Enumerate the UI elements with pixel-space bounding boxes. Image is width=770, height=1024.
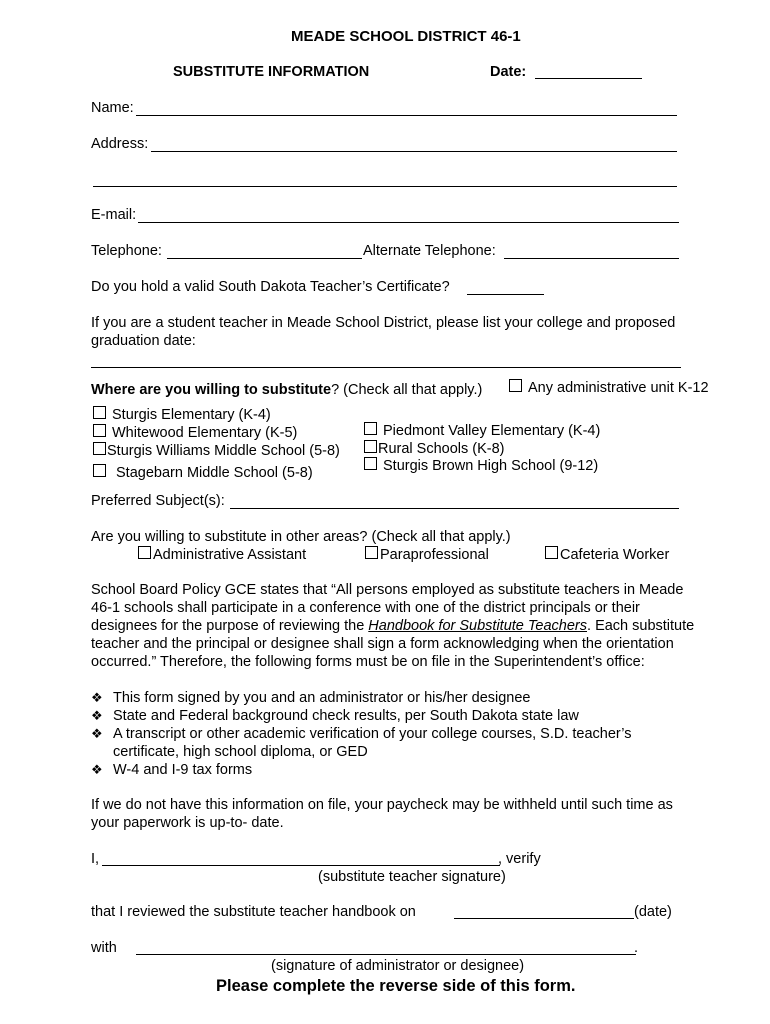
substitute-signature-field[interactable] <box>102 865 500 866</box>
email-label: E-mail: <box>91 207 137 223</box>
policy-line2: 46-1 schools shall participate in a conference with one of the district principals or their <box>91 600 640 616</box>
reverse-side-notice: Please complete the reverse side of this form. <box>216 977 576 995</box>
warning-line2: your paperwork is up-to- date. <box>91 815 284 831</box>
name-label: Name: <box>91 100 134 116</box>
date-caption: (date) <box>634 904 672 920</box>
substitute-location-question-rest: ? (Check all that apply.) <box>331 382 483 398</box>
paraprofessional-label: Paraprofessional <box>380 547 489 563</box>
sturgis-brown-checkbox[interactable] <box>364 457 377 470</box>
sturgis-elementary-label: Sturgis Elementary (K-4) <box>112 407 271 423</box>
list-item-text: A transcript or other academic verification of your college courses, S.D. teacher’s <box>113 726 632 742</box>
stagebarn-checkbox[interactable] <box>93 464 106 477</box>
sturgis-brown-label: Sturgis Brown High School (9-12) <box>383 458 599 474</box>
alt-telephone-field[interactable] <box>504 258 679 259</box>
policy-line3 <box>91 618 694 635</box>
preferred-subjects-field[interactable] <box>230 508 679 509</box>
cafeteria-worker-checkbox[interactable] <box>545 546 558 559</box>
telephone-field[interactable] <box>167 258 362 259</box>
student-teacher-line2: graduation date: <box>91 333 196 349</box>
policy-line5: occurred.” Therefore, the following forms must be on file in the Superintendent’s office: <box>91 654 645 670</box>
period: . <box>634 940 639 956</box>
stagebarn-label: Stagebarn Middle School (5-8) <box>116 465 313 481</box>
rural-schools-label: Rural Schools (K-8) <box>378 441 505 457</box>
substitute-signature-caption: (substitute teacher signature) <box>318 869 506 885</box>
bullet-icon: ❖ <box>91 726 103 741</box>
whitewood-elementary-label: Whitewood Elementary (K-5) <box>112 425 298 441</box>
bullet-icon: ❖ <box>91 762 103 777</box>
verify-suffix: , verify <box>498 851 541 867</box>
address-field-line2[interactable] <box>93 186 677 187</box>
alt-telephone-label: Alternate Telephone: <box>363 243 496 259</box>
reviewed-text: that I reviewed the substitute teacher handbook on <box>91 904 416 920</box>
admin-assistant-label: Administrative Assistant <box>153 547 307 563</box>
college-graduation-field[interactable] <box>91 367 681 368</box>
policy-line3-start: designees for the purpose of reviewing the <box>91 618 369 634</box>
piedmont-valley-label: Piedmont Valley Elementary (K-4) <box>383 423 601 439</box>
email-field[interactable] <box>138 222 679 223</box>
admin-signature-caption: (signature of administrator or designee) <box>271 958 525 974</box>
paraprofessional-checkbox[interactable] <box>365 546 378 559</box>
certificate-answer-field[interactable] <box>467 294 544 295</box>
policy-line4: teacher and the principal or designee shall sign a form acknowledging when the orientation <box>91 636 674 652</box>
certificate-question: Do you hold a valid South Dakota Teacher’s Certificate? <box>91 279 450 295</box>
list-item-continuation: certificate, high school diploma, or GED <box>113 744 368 760</box>
admin-assistant-checkbox[interactable] <box>138 546 151 559</box>
address-field[interactable] <box>151 151 677 152</box>
date-field[interactable] <box>535 78 642 79</box>
telephone-label: Telephone: <box>91 243 162 259</box>
review-date-field[interactable] <box>454 918 634 919</box>
name-field[interactable] <box>136 115 677 116</box>
handbook-title: Handbook for Substitute Teachers <box>368 618 588 634</box>
student-teacher-line1: If you are a student teacher in Meade School District, please list your college and proposed <box>91 315 676 331</box>
admin-signature-field[interactable] <box>136 954 636 955</box>
bullet-icon: ❖ <box>91 690 103 705</box>
substitute-location-question <box>91 382 482 399</box>
list-item <box>91 689 531 707</box>
list-item-text: State and Federal background check results, per South Dakota state law <box>113 708 579 724</box>
list-item <box>91 707 579 725</box>
address-label: Address: <box>91 136 149 152</box>
sturgis-elementary-checkbox[interactable] <box>93 406 106 419</box>
cafeteria-worker-label: Cafeteria Worker <box>560 547 670 563</box>
warning-line1: If we do not have this information on file, your paycheck may be withheld until such time as <box>91 797 673 813</box>
policy-line3-end: . Each substitute <box>587 618 695 634</box>
sturgis-williams-checkbox[interactable] <box>93 442 106 455</box>
i-prefix: I, <box>91 851 100 867</box>
policy-line1: School Board Policy GCE states that “All persons employed as substitute teachers in Meade <box>91 582 684 598</box>
other-areas-question: Are you willing to substitute in other areas? (Check all that apply.) <box>91 529 511 545</box>
list-item <box>91 725 631 743</box>
with-label: with <box>91 940 117 956</box>
rural-schools-checkbox[interactable] <box>364 440 377 453</box>
form-title: SUBSTITUTE INFORMATION <box>173 64 370 80</box>
list-item-text: W-4 and I-9 tax forms <box>113 762 253 778</box>
bullet-icon: ❖ <box>91 708 103 723</box>
any-admin-unit-label: Any administrative unit K-12 <box>528 380 709 396</box>
sturgis-williams-label: Sturgis Williams Middle School (5-8) <box>107 443 340 459</box>
substitute-location-question-bold: Where are you willing to substitute <box>91 382 332 398</box>
date-label: Date: <box>490 64 527 80</box>
preferred-subjects-label: Preferred Subject(s): <box>91 493 225 509</box>
district-title: MEADE SCHOOL DISTRICT 46-1 <box>291 28 521 45</box>
list-item <box>91 761 252 779</box>
list-item-text: This form signed by you and an administrator or his/her designee <box>113 690 531 706</box>
piedmont-valley-checkbox[interactable] <box>364 422 377 435</box>
whitewood-elementary-checkbox[interactable] <box>93 424 106 437</box>
any-admin-unit-checkbox[interactable] <box>509 379 522 392</box>
